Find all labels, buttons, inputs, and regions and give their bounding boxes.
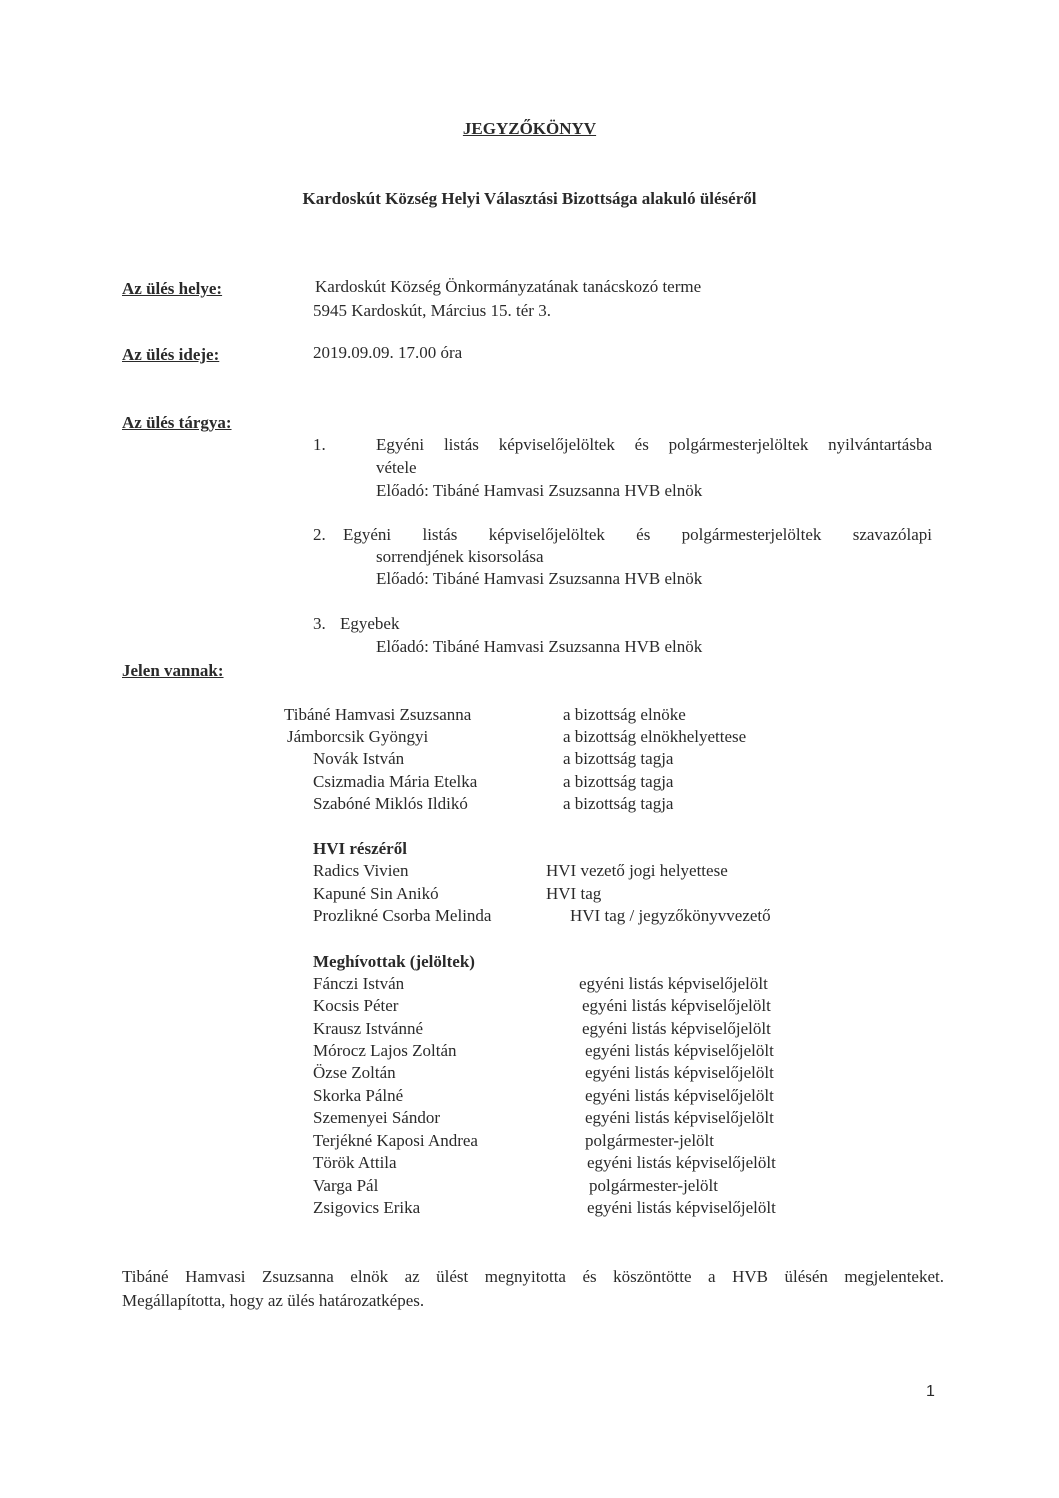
hvi-heading: HVI részéről [313,839,407,858]
invited-name: Kocsis Péter [313,996,399,1015]
hvi-member-name: Kapuné Sin Anikó [313,884,439,903]
committee-member-role: a bizottság elnöke [563,705,686,724]
invited-role: egyéni listás képviselőjelölt [582,996,771,1015]
invited-name: Terjékné Kaposi Andrea [313,1131,478,1150]
closing-line-1: Tibáné Hamvasi Zsuzsanna elnök az ülést megnyitotta és köszöntötte a HVB ülésén megjelenteket. [122,1267,944,1286]
invited-role: egyéni listás képviselőjelölt [585,1041,774,1060]
invited-role: polgármester-jelölt [589,1176,719,1195]
committee-member-role: a bizottság tagja [563,772,674,791]
page-number: 1 [926,1383,935,1400]
invited-name: Mórocz Lajos Zoltán [313,1041,457,1060]
time-label: Az ülés ideje: [122,345,220,364]
committee-member-name: Tibáné Hamvasi Zsuzsanna [284,705,472,724]
hvi-member-role: HVI vezető jogi helyettese [546,861,728,880]
invited-role: polgármester-jelölt [585,1131,715,1150]
invited-role: egyéni listás képviselőjelölt [585,1108,774,1127]
agenda-item-2-number: 2. [313,525,326,544]
invited-role: egyéni listás képviselőjelölt [582,1019,771,1038]
committee-member-name: Jámborcsik Gyöngyi [287,727,429,746]
attendance-label: Jelen vannak: [122,661,224,680]
closing-line-2: Megállapította, hogy az ülés határozatképes. [122,1291,425,1310]
place-line-2: 5945 Kardoskút, Március 15. tér 3. [313,301,551,320]
committee-member-name: Novák István [313,749,405,768]
agenda-item-1-presenter: Előadó: Tibáné Hamvasi Zsuzsanna HVB elnök [376,481,703,500]
subject-label: Az ülés tárgya: [122,413,232,432]
hvi-member-role: HVI tag / jegyzőkönyvvezető [570,906,771,925]
committee-member-role: a bizottság tagja [563,794,674,813]
hvi-member-name: Radics Vivien [313,861,409,880]
invited-heading: Meghívottak (jelöltek) [313,952,475,971]
hvi-member-role: HVI tag [546,884,602,903]
committee-member-role: a bizottság tagja [563,749,674,768]
invited-role: egyéni listás képviselőjelölt [579,974,768,993]
invited-role: egyéni listás képviselőjelölt [587,1153,776,1172]
document-title: JEGYZŐKÖNYV [462,119,597,138]
committee-member-role: a bizottság elnökhelyettese [563,727,747,746]
agenda-item-3-presenter: Előadó: Tibáné Hamvasi Zsuzsanna HVB elnök [376,637,703,656]
time-value: 2019.09.09. 17.00 óra [313,343,463,362]
committee-member-name: Szabóné Miklós Ildikó [313,794,468,813]
invited-role: egyéni listás képviselőjelölt [587,1198,776,1217]
invited-role: egyéni listás képviselőjelölt [585,1063,774,1082]
agenda-item-2-presenter: Előadó: Tibáné Hamvasi Zsuzsanna HVB elnök [376,569,703,588]
document-subtitle: Kardoskút Község Helyi Választási Bizottsága alakuló üléséről [302,189,757,208]
invited-name: Skorka Pálné [313,1086,404,1105]
agenda-item-2-line-1: Egyéni listás képviselőjelöltek és polgármesterjelöltek szavazólapi [343,525,932,544]
invited-name: Szemenyei Sándor [313,1108,440,1127]
invited-name: Zsigovics Erika [313,1198,421,1217]
agenda-item-1-line-2: vétele [376,458,417,477]
invited-name: Varga Pál [313,1176,379,1195]
agenda-item-1-number: 1. [313,435,326,454]
place-label: Az ülés helye: [122,279,223,298]
agenda-item-3-line-1: Egyebek [340,614,400,633]
invited-role: egyéni listás képviselőjelölt [585,1086,774,1105]
agenda-item-1-line-1: Egyéni listás képviselőjelöltek és polgármesterjelöltek nyilvántartásba [376,435,932,454]
hvi-member-name: Prozlikné Csorba Melinda [313,906,492,925]
invited-name: Fánczi István [313,974,405,993]
invited-name: Özse Zoltán [313,1063,396,1082]
committee-member-name: Csizmadia Mária Etelka [313,772,478,791]
invited-name: Krausz Istvánné [313,1019,423,1038]
agenda-item-3-number: 3. [313,614,326,633]
agenda-item-2-line-2: sorrendjének kisorsolása [376,547,544,566]
place-line-1: Kardoskút Község Önkormányzatának tanácskozó terme [315,277,702,296]
invited-name: Török Attila [313,1153,397,1172]
